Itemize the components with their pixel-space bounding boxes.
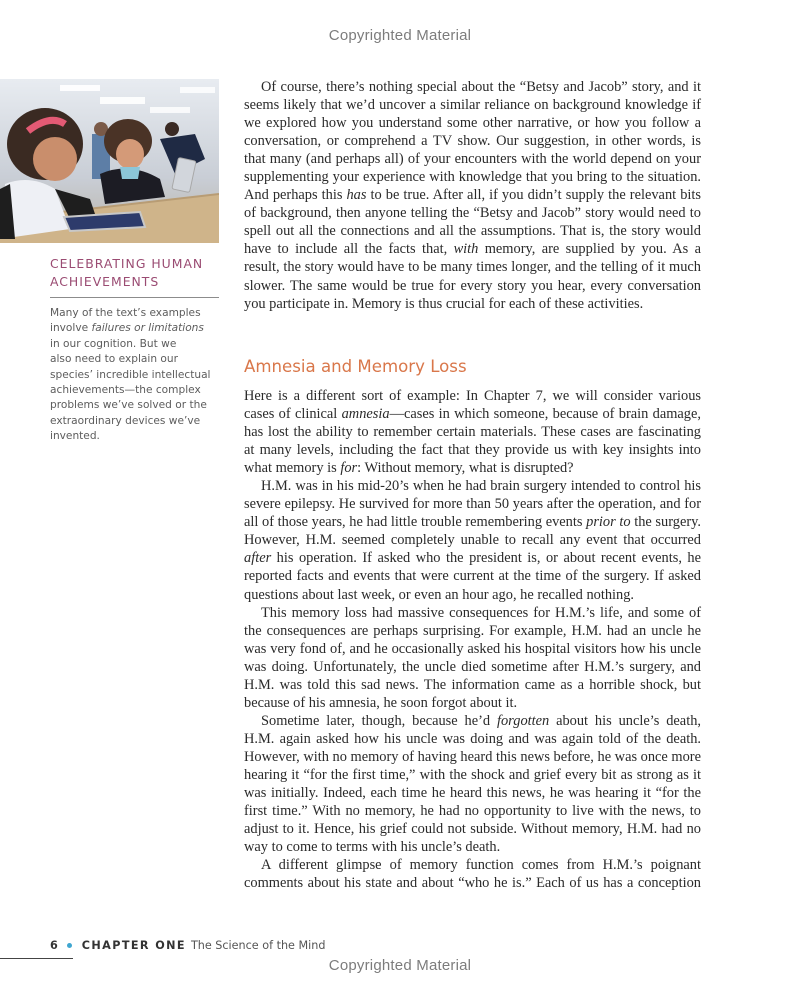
sidebar-heading-line: CELEBRATING HUMAN (50, 256, 204, 271)
page-footer (50, 939, 325, 952)
paragraph: This memory loss had massive consequences for H.M.’s life, and some of the consequences are perhaps surprising. For example, H.M. had an uncle he was very fond of, and he occasionally asked his hospital visitors how his uncle was doing. Unfortunately, the uncle died sometime after H.M.’s surgery, and H.M. was told this sad news. The information came as a horrible shock, but because of his amnesia, he soon forgot about it. (244, 604, 701, 711)
paragraph: Of course, there’s nothing special about the “Betsy and Jacob” story, and it seems likely that we’d uncover a similar reliance on background knowledge if we explored how you understand some other narrative, or how you follow a conversation, or comprehend a TV show. Our suggestion, in other words, is that many (and perhaps all) of your encounters with the world depend on your supplementing your experience with knowledge that you bring to the situation. And perhaps this has to be true. After all, if you didn’t supply the relevant bits of background, then anyone telling the “Betsy and Jacob” story would need to spell out all the connections and all the assumptions. That is, the story would have to include all the facts that, with memory, are supplied by you. As a result, the story would have to be many times longer, and the telling of it much slower. The same would be true for every story you hear, every conversation you participate in. Memory is thus crucial for each of these activities. (244, 79, 701, 312)
sidebar-divider (50, 297, 219, 298)
sidebar-line: extraordinary devices we’ve (50, 414, 201, 427)
page-number: 6 (50, 939, 58, 952)
sidebar-line: Many of the text’s examples (50, 307, 201, 319)
sidebar-line: also need to explain our (50, 353, 178, 366)
sidebar-heading (50, 255, 225, 291)
section-heading: Amnesia and Memory Loss (244, 357, 467, 376)
paragraph: A different glimpse of memory function comes from H.M.’s poignant comments about his state and about “who he is.” Each of us has a conception (244, 857, 701, 892)
chapter-label: CHAPTER ONE (81, 939, 186, 952)
children-tablet-photo (0, 79, 219, 243)
sidebar-line: involve failures or limitations (50, 322, 204, 335)
sidebar-line: species’ incredible intellectual (50, 368, 211, 381)
sidebar-line: in our cognition. But we (50, 337, 177, 350)
sidebar-line: problems we’ve solved or the (50, 399, 207, 412)
sidebar-heading-line: ACHIEVEMENTS (50, 274, 160, 289)
body-text-section (244, 387, 701, 892)
body-text-intro (244, 78, 701, 313)
sidebar-line: invented. (50, 430, 100, 443)
photo-image-icon (0, 79, 219, 243)
bullet-dot-icon (67, 943, 72, 948)
sidebar-line: achievements—the complex (50, 384, 201, 397)
sidebar-body (50, 306, 225, 445)
copyright-watermark-bottom: Copyrighted Material (328, 957, 472, 974)
chapter-title: The Science of the Mind (190, 939, 326, 952)
paragraph: H.M. was in his mid-20’s when he had brain surgery intended to control his severe epilepsy. He survived for more than 50 years after the operation, and for all of those years, he had little trouble remembering events prior to the surgery. However, H.M. seemed completely unable to recall any event that occurred after his operation. If asked who the president is, or about recent events, he reported facts and events that were current at the time of the surgery. If asked questions about last week, or even an hour ago, he recalled nothing. (244, 478, 701, 603)
paragraph: Sometime later, though, because he’d forgotten about his uncle’s death, H.M. again asked how his uncle was doing and was again told of the death. However, with no memory of having heard this news before, he was once more hearing it “for the first time,” with the shock and grief every bit as strong as it was initially. Indeed, each time he heard this news, he was hearing it “for the first time.” With no memory, he had no opportunity to live with the news, to adjust to it. Hence, his grief could not subside. Without memory, H.M. had no way to come to terms with his uncle’s death. (244, 712, 701, 856)
copyright-watermark-top: Copyrighted Material (328, 27, 472, 44)
paragraph: Here is a different sort of example: In Chapter 7, we will consider various cases of clinical amnesia—cases in which someone, because of brain damage, has lost the ability to remember certain materials. These cases are fascinating at many levels, including the fact that they provide us with key insights into what memory is for: Without memory, what is disrupted? (244, 388, 701, 477)
